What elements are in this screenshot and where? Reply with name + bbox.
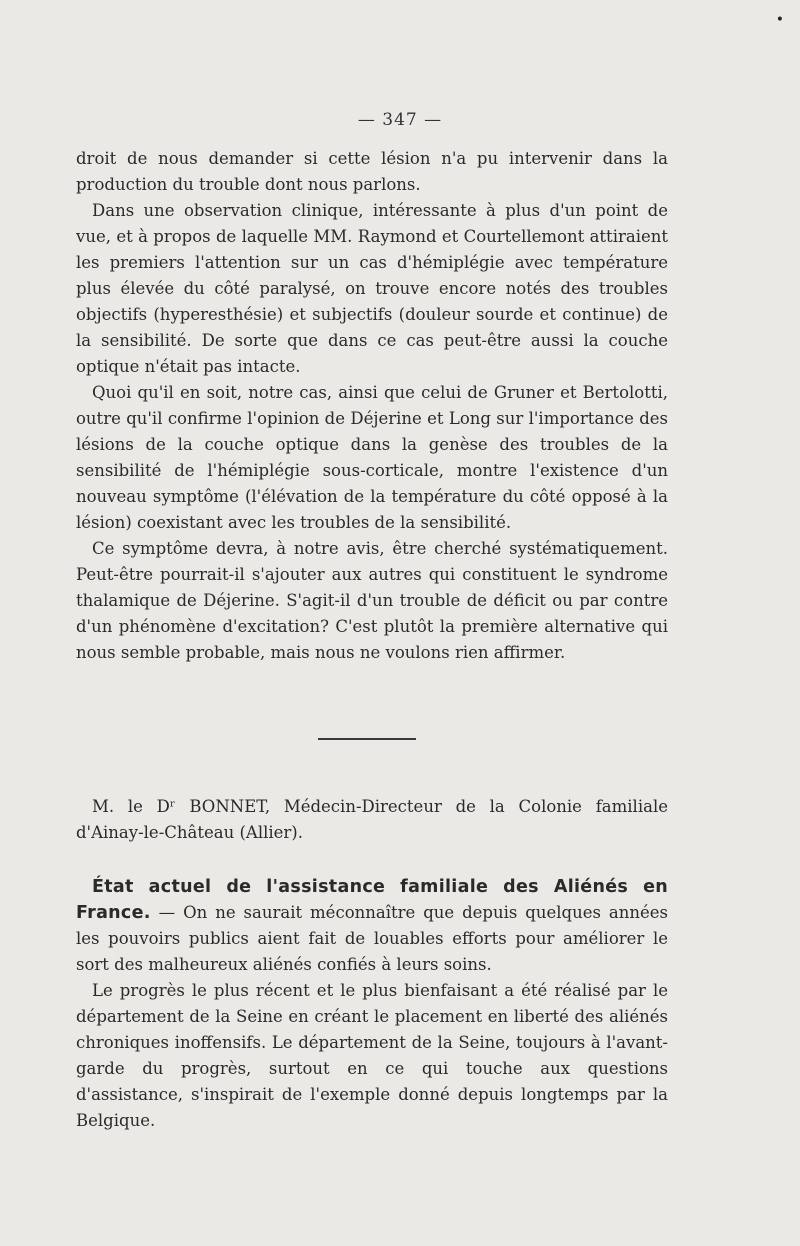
- paragraph: Dans une observation clinique, intéressante à plus d'un point de vue, et à propos de laquelle MM. Raymond et Courtellemont attiraient les premiers l'attention sur un cas d'hémiplégie avec température plus élevée du côté paralysé, on trouve encore notés des troubles objectifs (hyperesthésie) et subjectifs (douleur sourde et continue) de la sensibilité. De sorte que dans ce cas peut-être aussi la couche optique n'était pas intacte.: [76, 201, 668, 376]
- section-1-text: [76, 146, 668, 666]
- author-line: M. le Dʳ BONNET, Médecin-Directeur de la Colonie familiale d'Ainay-le-Château (Allier).: [76, 797, 668, 842]
- paragraph: Quoi qu'il en soit, notre cas, ainsi que celui de Gruner et Bertolotti, outre qu'il confirme l'opinion de Déjerine et Long sur l'importance des lésions de la couche optique dans la genèse des troubles de la sensibilité de l'hémiplégie sous-corticale, montre l'existence d'un nouveau symptôme (l'élévation de la température du côté opposé à la lésion) coexistant avec les troubles de la sensibilité.: [76, 383, 668, 532]
- page-number: — 347 —: [357, 110, 443, 130]
- article-title: État actuel de l'assistance familiale des Aliénés en France.: [76, 877, 668, 923]
- paragraph: droit de nous demander si cette lésion n'a pu intervenir dans la production du trouble dont nous parlons.: [76, 149, 668, 194]
- corner-mark: •: [775, 12, 784, 28]
- paragraph: Ce symptôme devra, à notre avis, être cherché systématiquement. Peut-être pourrait-il s'ajouter aux autres qui constituent le syndrome thalamique de Déjerine. S'agit-il d'un trouble de déficit ou par contre d'un phénomène d'excitation? C'est plutôt la première alternative qui nous semble probable, mais nous ne voulons rien affirmer.: [76, 539, 668, 662]
- article-title-rest: — On ne saurait méconnaître que depuis quelques années les pouvoirs publics aient fait de louables efforts pour améliorer le sort des malheureux aliénés confiés à leurs soins.: [76, 903, 668, 974]
- article-opening: [76, 874, 668, 978]
- author-block: [76, 794, 668, 846]
- paragraph: Le progrès le plus récent et le plus bienfaisant a été réalisé par le département de la Seine en créant le placement en liberté des aliénés chroniques inoffensifs. Le département de la Seine, toujours à l'avant-garde du progrès, surtout en ce qui touche aux questions d'assistance, s'inspirait de l'exemple donné depuis longtemps par la Belgique.: [76, 981, 668, 1130]
- section-divider: [318, 738, 416, 740]
- section-2-text: [76, 874, 668, 1134]
